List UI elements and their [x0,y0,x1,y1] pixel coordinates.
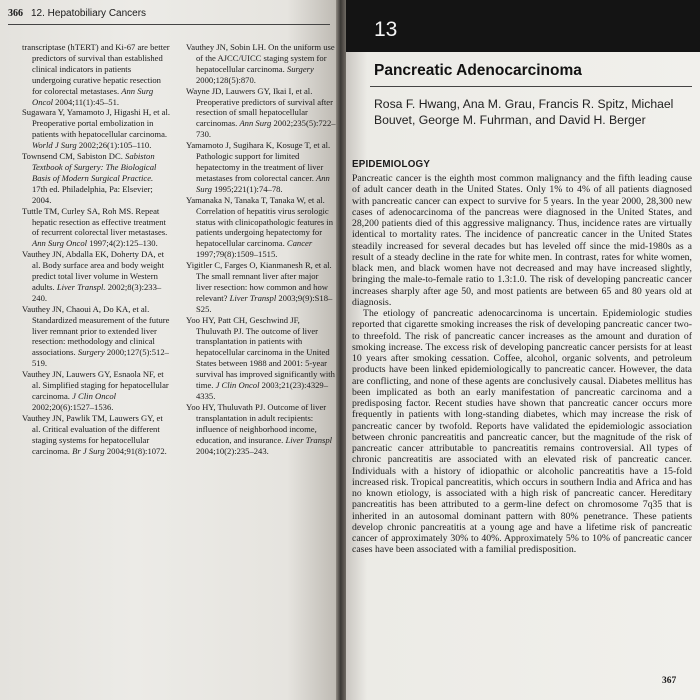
reference-text: Sugawara Y, Yamamoto J, Higashi H, et al. Preoperative portal embolization in patients with hepatocellular carcinoma. [22,107,170,140]
reference-citation: 2003;21(23):4329–4335. [196,380,329,401]
reference-entry [186,402,336,457]
reference-entry [22,206,170,250]
reference-citation: 1995;221(1):74–78. [211,183,283,194]
reference-citation: 2004;10(2):235–243. [196,445,269,456]
reference-citation: 2000;127(5):512–519. [32,347,169,369]
reference-text: Yigitler C, Farges O, Kianmanesh R, et al. The small remnant liver after major liver resection: how common and how relevant? [186,260,332,303]
reference-journal: Surgery [286,63,314,74]
chapter-title-rule [370,86,692,87]
reference-citation: 17th ed. Philadelphia, Pa: Elsevier; 2004. [32,183,153,205]
reference-citation: 2002;20(6):1527–1536. [32,401,114,412]
reference-citation: 2004;11(1):45–51. [53,96,120,107]
reference-text: transcriptase (hTERT) and Ki-67 are better predictors of survival than established clinical indicators in patients undergoing curative hepatic resection for colorectal metastases. [22,42,170,96]
reference-entry [186,86,336,141]
reference-text: Townsend CM, Sabiston DC. [22,151,126,162]
book-gutter [336,0,346,700]
reference-citation: 2003;9(9):S18–S25. [196,292,333,314]
reference-text: Tuttle TM, Curley SA, Roh MS. Repeat hepatic resection as effective treatment of recurrent colorectal liver metastases. [22,205,168,238]
reference-text: Vauthey JN, Abdalla EK, Doherty DA, et al. Body surface area and body weight predict total liver volume in Western adults. [22,249,165,292]
reference-citation: 2002;26(1):105–110. [76,140,152,151]
reference-journal: Liver Transpl [229,292,277,303]
reference-journal: Ann Surg Oncol [32,85,154,107]
right-page-number: 367 [662,676,677,686]
chapter-number: 13 [374,18,398,41]
reference-entry [22,249,170,304]
reference-entry [22,107,170,151]
reference-journal: J Clin Oncol [215,380,260,391]
reference-text: Yoo HY, Thuluvath PJ. Outcome of liver transplantation in adult recipients: influence of neighborhood income, education, and insurance. [186,401,327,445]
left-page-number: 366 [8,8,23,19]
reference-entry [22,304,170,369]
reference-journal: Sabiston Textbook of Surgery: The Biological Basis of Modern Surgical Practice. [32,151,157,183]
section-header: 12. Hepatobiliary Cancers [31,8,147,19]
reference-entry [22,42,170,107]
reference-entry [186,195,336,260]
reference-text: Vauthey JN, Lauwers GY, Esnaola NF, et al. Simplified staging for hepatocellular carcinoma. [22,369,169,401]
reference-citation: 2000;128(5):870. [196,74,256,85]
chapter-banner [346,0,700,52]
reference-journal: World J Surg [32,140,77,151]
body-paragraph: The etiology of pancreatic adenocarcinoma is uncertain. Epidemiologic studies reported that cigarette smoking increases the risk of developing pancreatic cancer two- to threefold. The risk of pancreatic cancer increases as the amount and duration of smoking increase. The excess risk of developing pancreatic cancer persists for at least 10 years after smoking cessation. Coffee, alcohol, organic solvents, and petroleum products have been linked epidemiologically to pancreatic cancer. However, the data are conflicting, and none of these agents are conclusively causal. Diabetes mellitus has been implicated as both an early manifestation of pancreatic carcinoma and a predisposing factor. Recent studies have shown that pancreatic cancer occurs more frequently in patients with long-standing diabetes, which may increase the risk of pancreatic cancer by twofold. Reports have validated the epidemiologic association between chronic pancreatitis and pancreatic cancer, but the magnitude of the risk of pancreatic cancer attributable to pancreatitis remains controversial. All types of chronic pancreatitis are associated with an elevated risk of pancreatic cancer. Individuals with a history of idiopathic or alcoholic pancreatitis have a 15-fold increased risk. Tropical pancreatitis, which occurs in southern India and Africa and has no known etiology, is associated with a high risk of pancreatic cancer. Hereditary pancreatitis has been attributed to a germ-line defect on chromosome 7q35 that is inherited in an autosomal dominant pattern with 80% penetrance. These patients develop chronic pancreatitis at a young age and have a lifetime risk of pancreatic cancer of approximately 30% to 40%. Approximately 5% to 10% of pancreatic cancer cases have been associated with a familial predisposition. [352,308,692,556]
reference-citation: 2002;8(3):233–240. [32,281,162,303]
chapter-title: Pancreatic Adenocarcinoma [374,62,582,79]
chapter-authors: Rosa F. Hwang, Ana M. Grau, Francis R. Spitz, Michael Bouvet, George M. Fuhrman, and David H. Berger [374,97,674,127]
reference-text: Yoo HY, Patt CH, Geschwind JF, Thuluvath PJ. The outcome of liver transplantation in patients with hepatocellular carcinoma in the United States between 1988 and 2001: 5-year survival has improved significantly with time. [186,314,335,391]
reference-text: Vauthey JN, Pawlik TM, Lauwers GY, et al. Critical evaluation of the different staging systems for hepatocellular carcinoma. [22,412,163,456]
reference-entry [186,260,336,315]
body-paragraph: Pancreatic cancer is the eighth most common malignancy and the fifth leading cause of adult cancer death in the United States. Only 1% to 4% of all patients diagnosed with pancreatic cancer can expect to survive for 5 years. In the year 2000, 28,300 new cases of adenocarcinoma of the pancreas were diagnosed in the United States, and 28,200 patients died of this aggressive malignancy. Thus, incidence rates are virtually identical to mortality rates. The incidence of pancreatic cancer in the United States steadily increased for several decades but has leveled off since the mid-1980s as a result of a steady decline in the rate for white men. In contrast, rates for white women, black men, and black women have not decreased and may have increased slightly, bringing the male-to-female ratio to 1.3:1.0. The risk of developing pancreatic cancer increases sharply after age 50, and most patients are between 65 and 80 years old at diagnosis. [352,173,692,308]
reference-entry [186,315,336,402]
reference-citation: 1997;79(8):1509–1515. [196,249,278,260]
reference-entry [22,413,170,457]
reference-journal: Ann Surg [196,172,330,194]
reference-journal: Ann Surg [239,118,272,129]
running-head [8,8,328,19]
reference-journal: Liver Transpl [285,434,333,445]
reference-text: Vauthey JN, Chaoui A, Do KA, et al. Standardized measurement of the future liver remnant prior to extended liver resection: methodology and clinical associations. [22,303,170,358]
reference-journal: Cancer [286,238,313,249]
section-heading: EPIDEMIOLOGY [352,159,431,170]
reference-entry [186,42,336,86]
reference-citation: 2002;235(5):722–730. [196,118,336,140]
reference-column-2 [186,42,336,456]
reference-text: Yamamoto J, Sugihara K, Kosuge T, et al. Pathologic support for limited hepatectomy in the treatment of liver metastases from colorectal cancer. [186,140,331,183]
reference-journal: J Clin Oncol [72,391,117,401]
reference-text: Wayne JD, Lauwers GY, Ikai I, et al. Preoperative predictors of survival after resection of small hepatocellular carcinomas. [186,85,333,129]
reference-text: Yamanaka N, Tanaka T, Tanaka W, et al. Correlation of hepatitis virus serologic status with clinicopathologic features in patients undergoing hepatectomy for hepatocellular carcinoma. [186,194,333,249]
reference-journal: Ann Surg Oncol [32,238,88,249]
reference-entry [186,140,336,195]
reference-journal: Surgery [77,347,105,358]
reference-journal: Liver Transpl. [56,281,106,292]
reference-entry [22,369,170,413]
reference-text: Vauthey JN, Sobin LH. On the uniform use of the AJCC/UICC staging system for hepatocellular carcinoma. [186,42,335,74]
body-text [352,173,692,556]
reference-journal: Br J Surg [72,445,105,456]
reference-citation: 2004;91(8):1072. [104,445,167,456]
reference-citation: 1997;4(2):125–130. [87,238,158,249]
running-head-rule [8,24,330,25]
reference-entry [22,151,170,206]
reference-column-1 [22,42,170,456]
